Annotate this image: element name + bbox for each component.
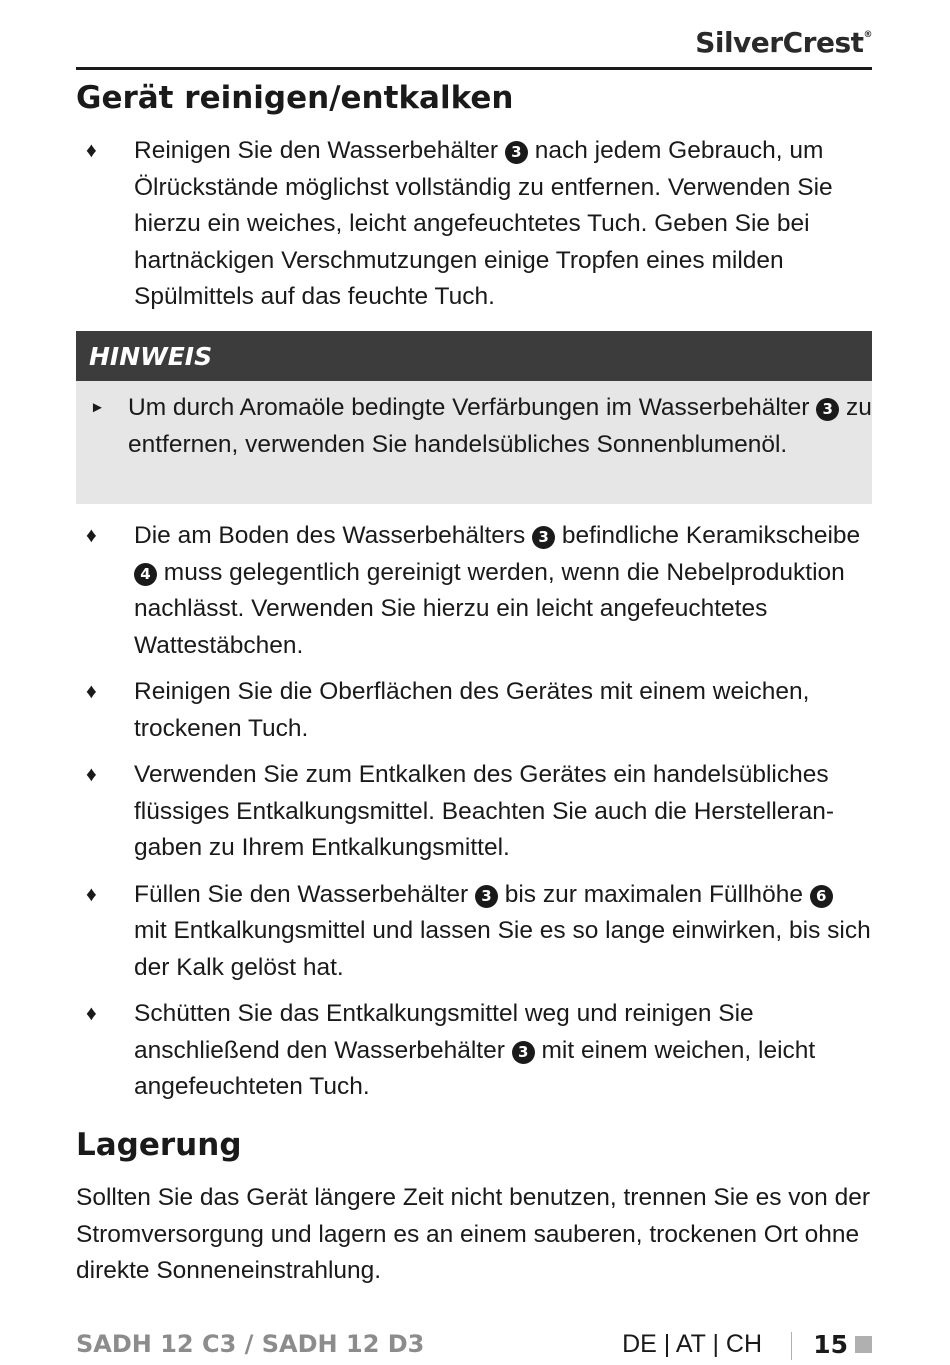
diamond-bullet-icon: ♦ bbox=[86, 139, 97, 162]
diamond-bullet-icon: ♦ bbox=[86, 1002, 97, 1025]
list-item bbox=[76, 518, 872, 664]
diamond-bullet-icon: ♦ bbox=[86, 882, 97, 906]
cleaning-list bbox=[76, 133, 872, 316]
page-number: 15 bbox=[813, 1330, 848, 1359]
part-number-badge: 3 bbox=[475, 885, 498, 908]
text-run: bis zur maximalen Füllhöhe bbox=[497, 880, 810, 908]
part-number-badge: 6 bbox=[810, 885, 833, 908]
note-heading: HINWEIS bbox=[76, 331, 872, 381]
section-title-cleaning: Gerät reinigen/entkalken bbox=[76, 80, 514, 116]
manual-page bbox=[76, 0, 872, 1365]
text-run: Um durch Aromaöle bedingte Verfärbungen im Wasserbehälter bbox=[128, 394, 817, 421]
footer-divider bbox=[791, 1332, 792, 1360]
header-rule bbox=[76, 67, 872, 70]
page-footer bbox=[76, 1330, 872, 1364]
diamond-bullet-icon: ♦ bbox=[86, 680, 97, 703]
section-title-storage: Lagerung bbox=[76, 1127, 242, 1163]
note-text bbox=[128, 394, 872, 458]
list-item bbox=[76, 877, 872, 987]
list-item bbox=[76, 133, 872, 316]
text-run: Füllen Sie den Wasserbehälter bbox=[134, 880, 475, 908]
text-run: Reinigen Sie die Oberflächen des Gerätes mit einem weichen, trockenen Tuch. bbox=[134, 678, 810, 742]
list-item bbox=[76, 674, 872, 747]
text-run: Verwenden Sie zum Entkalken des Gerätes ein handelsübliches flüssiges Entkalkungsmittel. Beachten Sie auch die Herstellerangaben zu Ihrem Entkalkungsmittel. bbox=[134, 761, 834, 861]
note-box bbox=[76, 331, 872, 504]
text-run: befindliche Keramikscheibe bbox=[555, 522, 861, 549]
note-body bbox=[76, 381, 872, 463]
part-number-badge: 3 bbox=[512, 1041, 535, 1064]
list-item bbox=[76, 757, 872, 867]
text-run: Schütten Sie das Entkalkungsmittel weg und reinigen Sie anschließend den Wasserbehälter bbox=[134, 1000, 754, 1064]
square-icon bbox=[855, 1336, 872, 1353]
list-item bbox=[76, 996, 872, 1106]
model-number: SADH 12 C3 / SADH 12 D3 bbox=[76, 1330, 425, 1358]
text-run: mit Entkalkungsmittel und lassen Sie es so lange einwirken, bis sich der Kalk gelöst hat. bbox=[134, 917, 871, 981]
text-run: nach jedem Gebrauch, um Ölrückstände möglichst vollständig zu entfernen. Verwenden Sie hierzu ein weiches, leicht angefeuchtetes Tuch. Geben Sie bei hartnäckigen Verschmutzungen einige Tropfen eines milden Spülmittels auf das feuchte Tuch. bbox=[134, 137, 833, 310]
text-run: Reinigen Sie den Wasserbehälter bbox=[134, 137, 505, 164]
part-number-badge: 4 bbox=[134, 563, 157, 586]
country-codes: DE | AT | CH bbox=[622, 1330, 762, 1358]
text-run: Die am Boden des Wasserbehälters bbox=[134, 522, 533, 549]
storage-text: Sollten Sie das Gerät längere Zeit nicht benutzen, trennen Sie es von der Stromversorgung und lagern es an einem sauberen, trockenen Ort ohne direkte Sonneneinstrahlung. bbox=[76, 1184, 871, 1284]
part-number-badge: 3 bbox=[816, 398, 839, 421]
brand-logo: SilverCrest® bbox=[695, 26, 872, 59]
arrow-icon: ► bbox=[90, 399, 105, 416]
part-number-badge: 3 bbox=[532, 526, 555, 549]
part-number-badge: 3 bbox=[505, 141, 528, 164]
text-run: mit einem weichen, leicht angefeuchteten Tuch. bbox=[134, 1036, 816, 1100]
text-run: muss gelegentlich gereinigt werden, wenn die Nebelproduktion nachlässt. Verwenden Sie hierzu ein leicht angefeuchtetes Wattestäbchen. bbox=[134, 558, 845, 659]
text-run: zu entfernen, verwenden Sie handelsübliches Sonnenblumenöl. bbox=[128, 394, 872, 458]
diamond-bullet-icon: ♦ bbox=[86, 763, 97, 786]
cleaning-list-more bbox=[76, 518, 872, 1116]
diamond-bullet-icon: ♦ bbox=[86, 524, 97, 547]
